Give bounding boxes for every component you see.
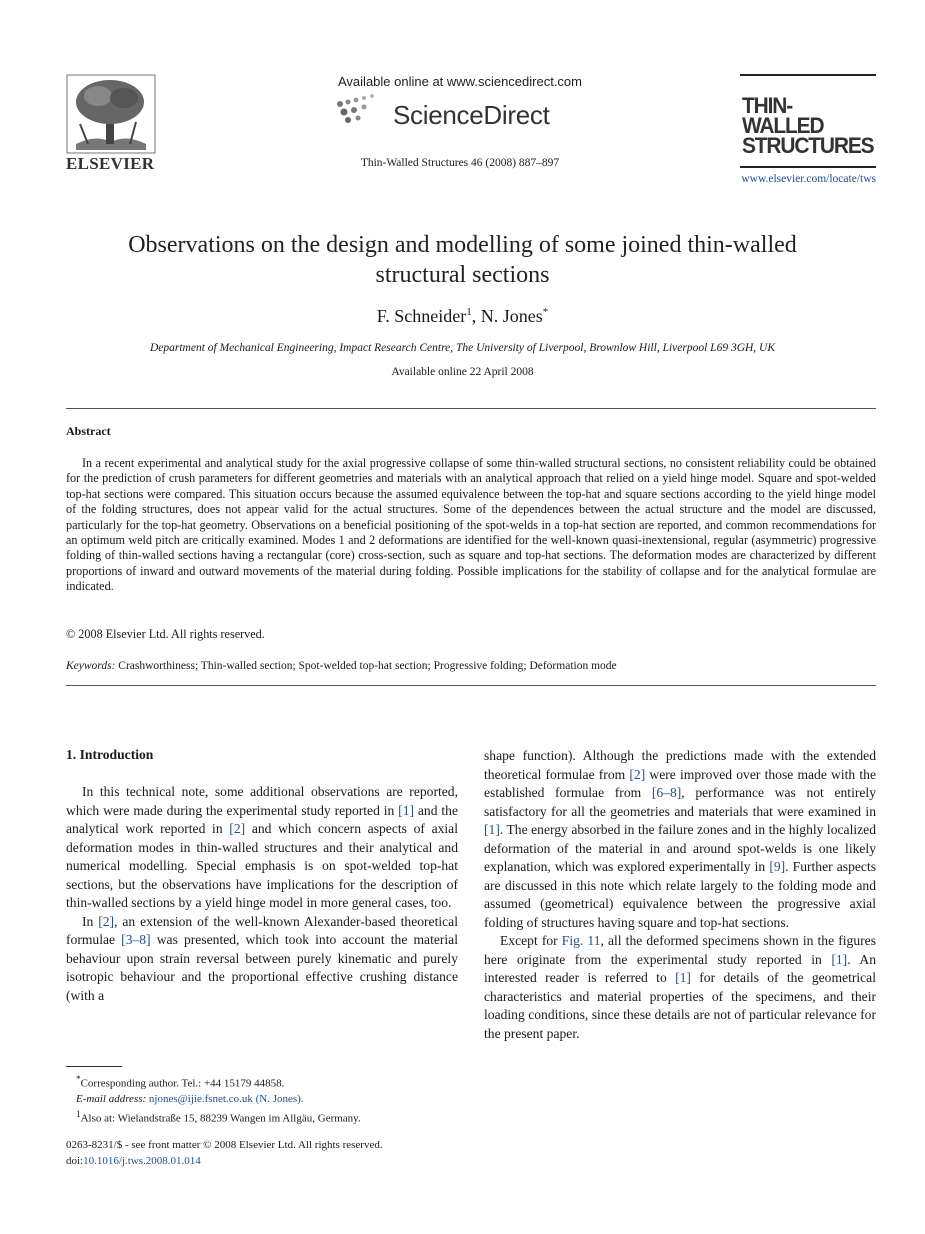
abstract-heading: Abstract [66, 424, 111, 438]
intro-paragraph-1: In this technical note, some additional observations are reported, which were made during the experimental study reported in [1] and the analytical work reported in [2] and which concern aspects of axial deformation modes in thin-walled structures and their analytical and numerical modelling. Special emphasis is on spot-welded top-hat sections, but the observations have implications for the description of thin-walled sections by a yield hinge model in more general cases, too. [66, 784, 458, 910]
doi-line: doi:10.1016/j.tws.2008.01.014 [66, 1154, 201, 1167]
keywords [66, 660, 876, 672]
intro-paragraph-3: Except for Fig. 11, all the deformed specimens shown in the figures here originate from the experimental study reported in [1]. An interested reader is referred to [1] for details of the geometrical characteristics and material properties of the specimens, and their loading conditions, since these details are not of particular relevance for the present paper. [484, 933, 876, 1041]
body-column-right [484, 747, 876, 1043]
ref-link[interactable]: [2] [629, 766, 646, 782]
footnote-1: $^1$Also at: Wielandstraße 15, 88239 Wangen im Allgäu, Germany. [76, 1109, 361, 1125]
divider-top [66, 408, 876, 409]
author-jones-corresponding-mark: * [542, 306, 549, 318]
ref-link[interactable]: [6–8] [651, 785, 682, 800]
ref-link[interactable]: [1] [831, 951, 848, 967]
footnote-corresponding: *Corresponding author. Tel.: +44 15179 44858. [76, 1074, 285, 1090]
journal-logo-line1: THIN-WALLED [742, 93, 824, 138]
keywords-list: Crashworthiness; Thin-walled section; Spot-welded top-hat section; Progressive folding; Deformation mode [115, 660, 617, 672]
keywords-label: Keywords: [66, 660, 116, 672]
affiliation: Department of Mechanical Engineering, Impact Research Centre, The University of Liverpool, Brownlow Hill, Liverpool L69 3GH, UK [149, 342, 776, 354]
sciencedirect-dots-icon [332, 92, 392, 132]
abstract-copyright: © 2008 Elsevier Ltd. All rights reserved. [66, 627, 265, 641]
ref-link[interactable]: [1] [675, 970, 691, 985]
author-schneider-footnote-mark: 1 [466, 306, 472, 318]
journal-citation: Thin-Walled Structures 46 (2008) 887–897 [360, 157, 560, 169]
available-online-banner: Available online at www.sciencedirect.com [338, 74, 582, 89]
ref-link[interactable]: [3–8] [121, 932, 151, 947]
article-title [40, 230, 885, 290]
publisher-name: ELSEVIER [66, 154, 155, 173]
intro-paragraph-2: In [2], an extension of the well-known Alexander-based theoretical formulae [3–8] was presented, which took into account the material behaviour upon strain reversal between purely kinematic and purely isotropic behaviour and the proportional effective crushing distance (with a [66, 913, 458, 1003]
author-schneider[interactable]: F. Schneider [376, 306, 467, 326]
journal-logo [742, 93, 874, 158]
email-link[interactable]: njones@ijie.fsnet.co.uk (N. Jones). [146, 1092, 304, 1105]
journal-logo-line2: STRUCTURES [742, 133, 874, 158]
ref-link[interactable]: [2] [229, 821, 246, 836]
footnotes [66, 1072, 458, 1127]
journal-url-link[interactable]: www.elsevier.com/locate/tws [741, 173, 876, 185]
footnote-email: E-mail address: njones@ijie.fsnet.co.uk (N. Jones). [76, 1092, 304, 1105]
title-line-1: Observations on the design and modelling of some joined thin-walled [128, 232, 797, 258]
author-list [40, 306, 885, 327]
intro-paragraph-2-continued: shape function). Although the predictions made with the extended theoretical formulae from [2] were improved over those made with the established formulae from [6–8], performance was not entirely satisfactory for all the geometries and materials that were examined in [1]. The energy absorbed in the failure zones and in the highly localized deformation of the material in and around spot-welds is one likely explanation, which was explored experimentally in [9]. Further aspects are discussed in this note which relate largely to the folding mode and assumed (geometrical) equivalence between the progressive axial folding of structures having square and top-hat sections. [484, 748, 877, 930]
ref-link[interactable]: [1] [484, 822, 500, 837]
footnote-rule [66, 1066, 122, 1067]
journal-logo-rule-bottom [740, 166, 876, 168]
ref-link[interactable]: [9] [769, 859, 786, 874]
body-column-left [66, 783, 458, 1005]
author-jones[interactable]: N. Jones [480, 306, 543, 326]
author-separator: , [471, 306, 481, 326]
sciencedirect-wordmark: ScienceDirect [393, 100, 550, 130]
section-heading-introduction: 1. Introduction [66, 747, 154, 762]
abstract-body: In a recent experimental and analytical study for the axial progressive collapse of some thin-walled structural sections, no consistent reliability could be obtained for the prediction of crush parameters for different geometries and materials with an analytical approach that relied on a yield hinge model. Square and spot-welded top-hat sections were compared. This situation occurs because the assumed equivalence between the top-hat and square sections according to the yield hinge model of the folding structures, does not appear valid for the actual structures. Some of the dependences between the actual structure and the model are discussed, particularly for the top-hat geometry. Observations on a beneficial positioning of the spot-welds in a top-hat section are reported, and common recommendations for an optimum weld pitch are critically examined. Modes 1 and 2 deformations are identified for the well-known quasi-inextensional, regular (asymmetric) progressive folding of thin-walled sections having a rectangular (core) cross-section, such as square and top-hat sections. The deformation modes are characterized by different proportions of inward and outward movements of the material during folding. Possible implications for the stability of collapse and for the analytical formulae are indicated. [66, 456, 876, 594]
ref-link[interactable]: [1] [398, 802, 415, 818]
doi-link[interactable]: 10.1016/j.tws.2008.01.014 [83, 1154, 201, 1167]
available-date: Available online 22 April 2008 [391, 366, 534, 378]
journal-logo-rule-top [740, 74, 876, 76]
title-line-2: structural sections [375, 262, 550, 288]
front-matter [66, 1138, 466, 1169]
ref-link[interactable]: [2] [98, 913, 115, 929]
figure-link[interactable]: Fig. 11 [561, 933, 601, 948]
divider-bottom [66, 685, 876, 686]
issn-line: 0263-8231/$ - see front matter © 2008 Elsevier Ltd. All rights reserved. [66, 1139, 383, 1151]
